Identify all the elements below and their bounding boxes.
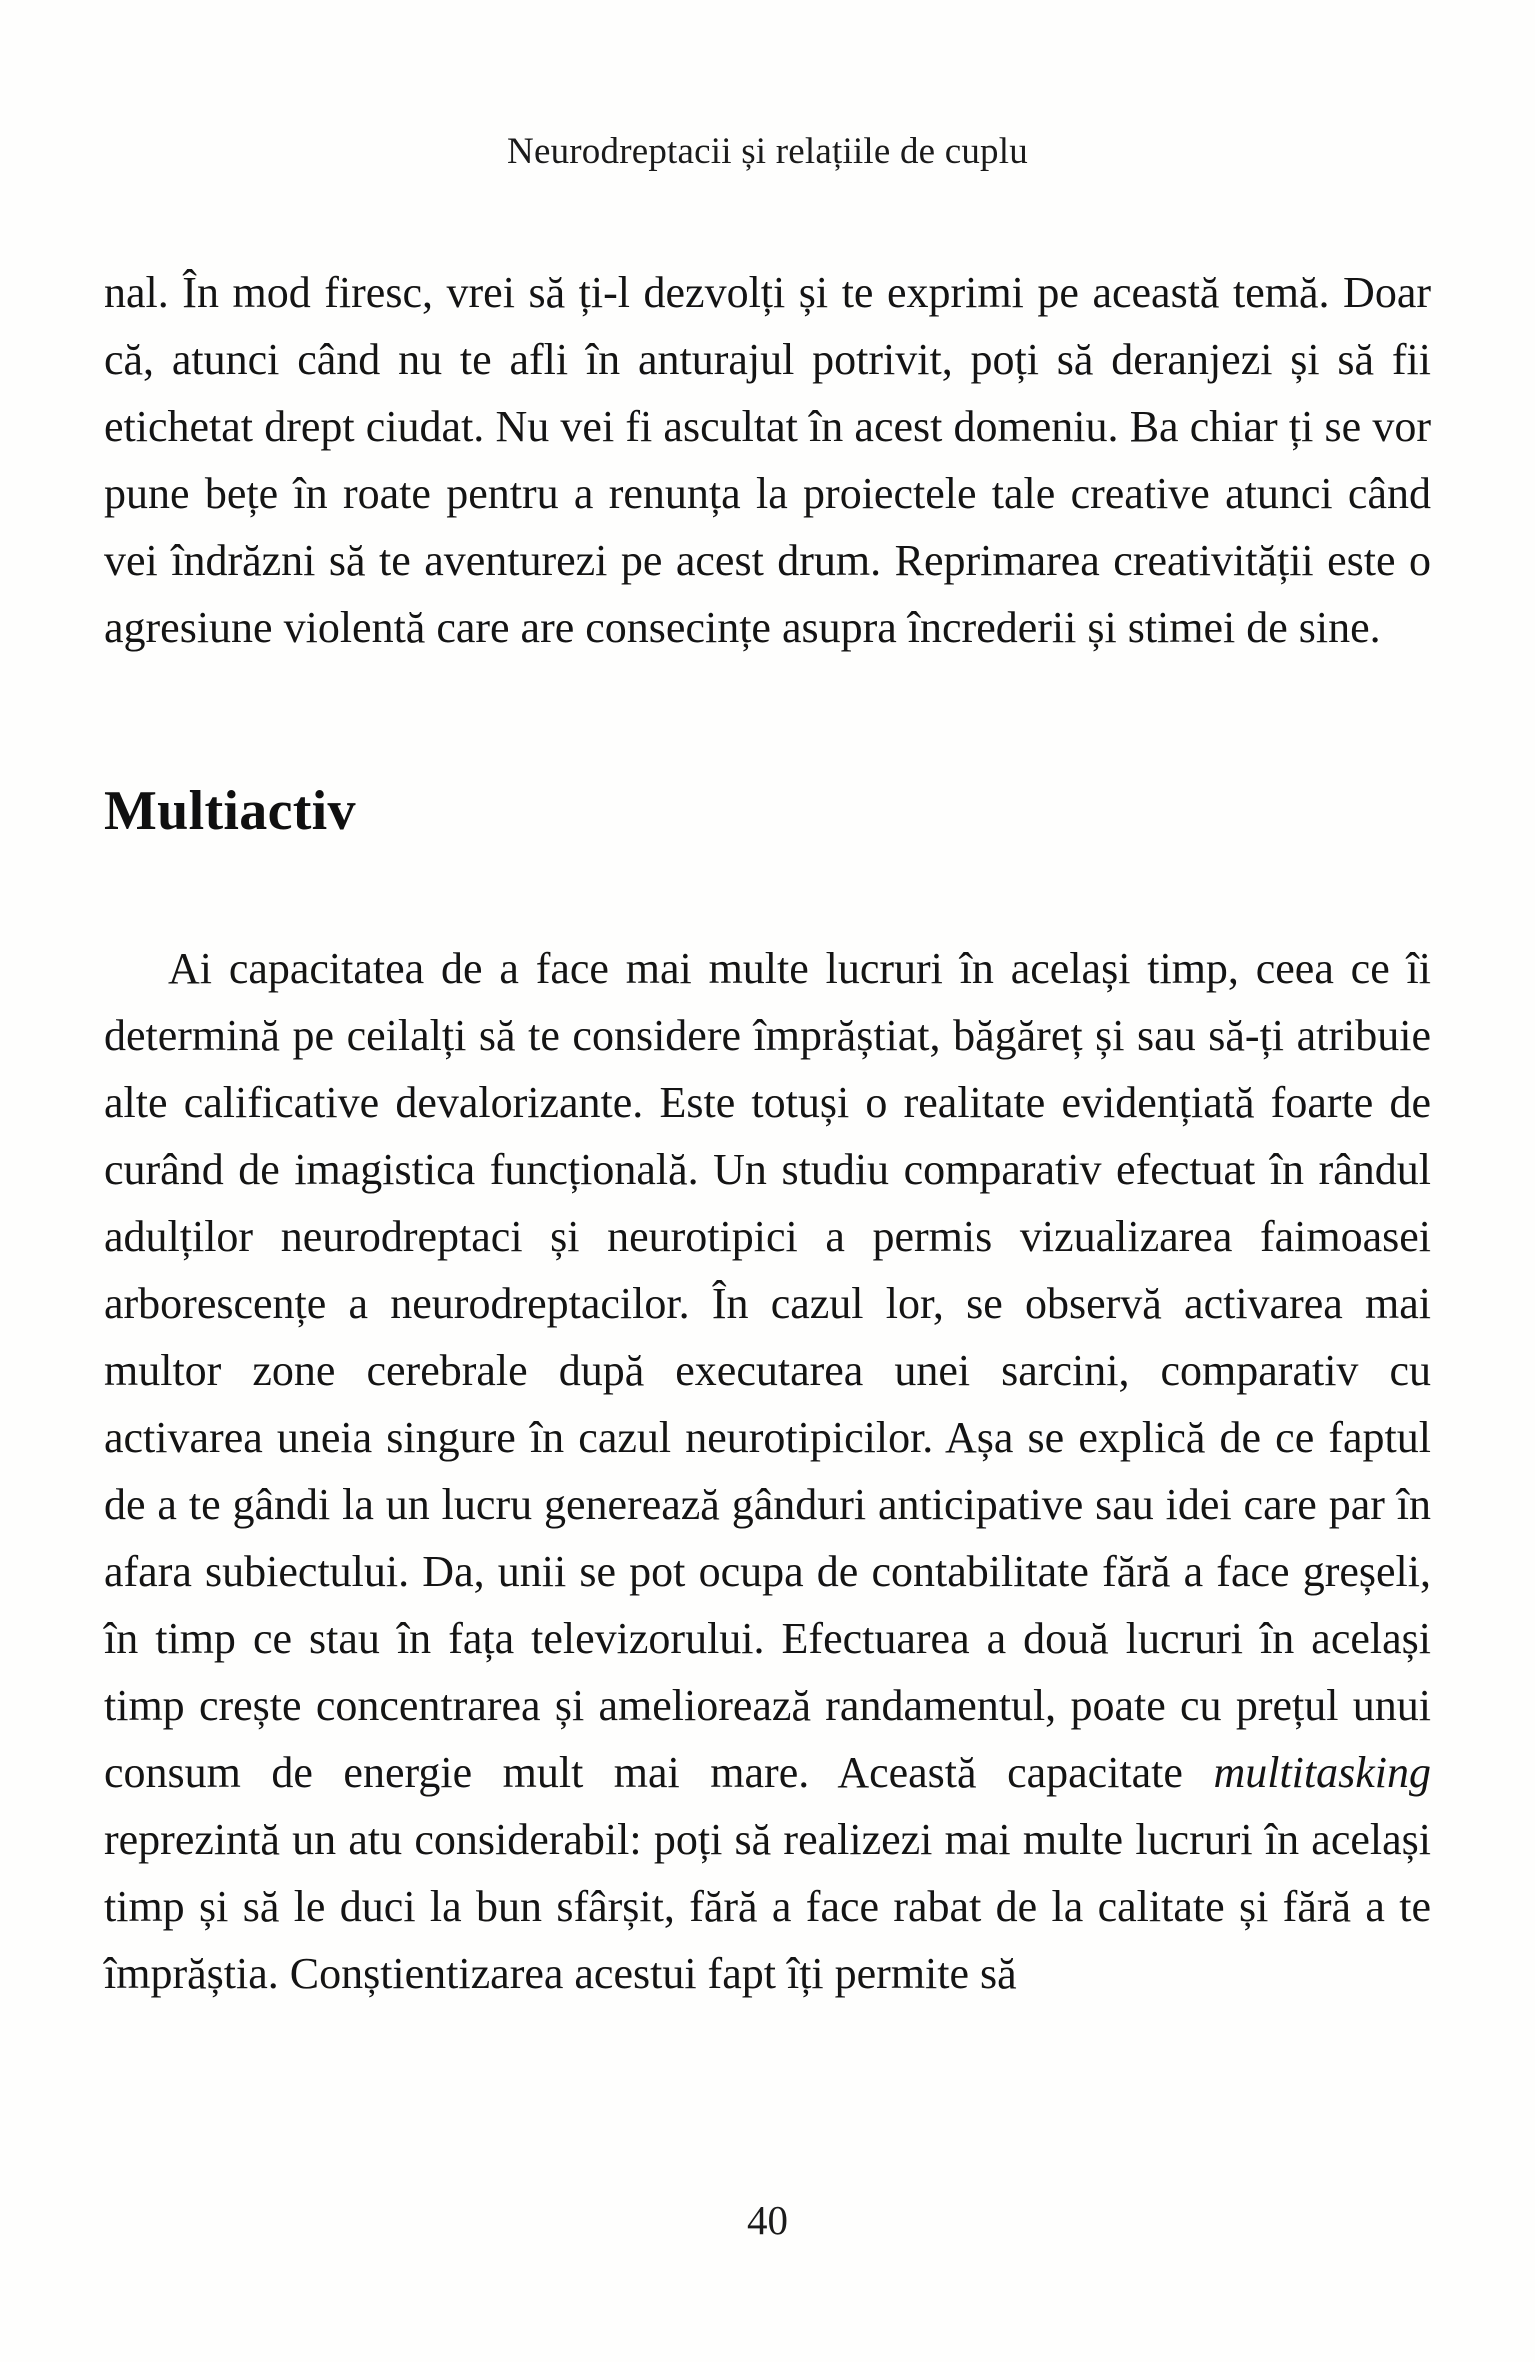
italic-term: multitasking xyxy=(1213,1748,1431,1797)
running-head: Neurodreptacii și relațiile de cuplu xyxy=(507,131,1028,172)
section-heading: Multiactiv xyxy=(104,780,356,842)
paragraph-continuation: nal. În mod firesc, vrei să ți-l dezvolți și te exprimi pe această temă. Doar că, atunci când nu te afli în anturajul potrivit, poți să deranjezi și să fii etichetat drept ciudat. Nu vei fi ascultat în acest domeniu. Ba chiar ți se vor pune bețe în roate pentru a renunța la proiectele tale creative atunci când vei îndrăzni să te aventurezi pe acest drum. Reprimarea creativității este o agresiune violentă care are consecințe asupra încrederii și stimei de sine. xyxy=(104,268,1431,652)
paragraph-multiactiv xyxy=(104,935,1431,2007)
paragraph-text-after-italic: reprezintă un atu considerabil: poți să realizezi mai multe lucruri în același timp și să le duci la bun sfârșit, fără a face rabat de la calitate și fără a te împrăștia. Conștientizarea acestui fapt îți permite să xyxy=(104,1815,1431,1998)
page-number: 40 xyxy=(747,2197,788,2243)
paragraph-text-before-italic: Ai capacitatea de a face mai multe lucruri în același timp, ceea ce îi determină pe ceilalți să te considere împrăștiat, băgăreț și sau să-ți atribuie alte calificative devalorizante. Este totuși o realitate evidențiată foarte de curând de imagistica funcțională. Un studiu comparativ efectuat în rândul adulților neurodreptaci și neurotipici a permis vizualizarea faimoasei arborescențe a neurodreptacilor. În cazul lor, se observă activarea mai multor zone cerebrale după executarea unei sarcini, comparativ cu activarea uneia singure în cazul neurotipicilor. Așa se explică de ce faptul de a te gândi la un lucru generează gânduri anticipative sau idei care par în afara subiectului. Da, unii se pot ocupa de contabilitate fără a face greșeli, în timp ce stau în fața televizorului. Efectuarea a două lucruri în același timp crește concentrarea și ameliorează randamentul, poate cu prețul unui consum de energie mult mai mare. Această capacitate xyxy=(104,944,1431,1797)
